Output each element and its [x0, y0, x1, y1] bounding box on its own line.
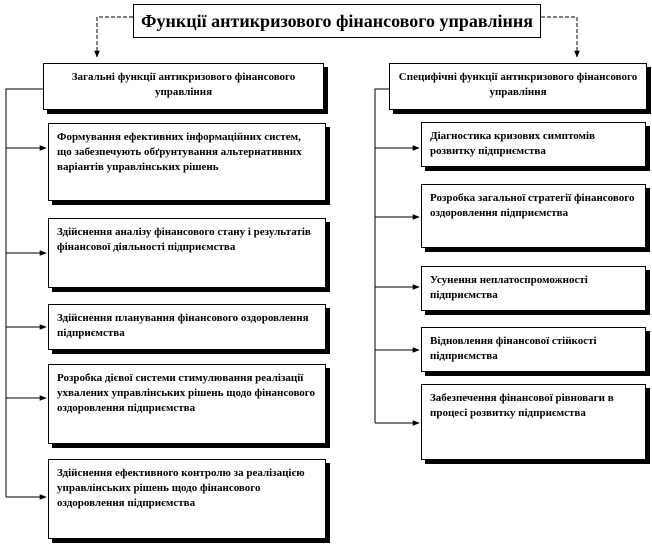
- general-function-item: Розробка дієвої системи стимулювання реалізації ухвалених управлінських рішень щодо фінансового оздоровлення підприємства: [48, 364, 326, 444]
- general-function-item: Здійснення ефективного контролю за реалізацією управлінських рішень щодо фінансового оздоровлення підприємства: [48, 459, 326, 539]
- general-function-item: Здійснення аналізу фінансового стану і результатів фінансової діяльності підприємства: [48, 218, 326, 288]
- specific-functions-header: Специфічні функції антикризового фінансового управління: [389, 63, 647, 110]
- general-functions-header: Загальні функції антикризового фінансового управління: [43, 63, 324, 110]
- general-function-item: Формування ефективних інформаційних систем, що забезпечують обґрунтування альтернативних варіантів управлінських рішень: [48, 123, 326, 201]
- specific-function-item: Розробка загальної стратегії фінансового оздоровлення підприємства: [421, 184, 646, 248]
- specific-function-item: Відновлення фінансової стійкості підприємства: [421, 327, 646, 372]
- specific-function-item: Діагностика кризових симптомів розвитку підприємства: [421, 122, 646, 167]
- specific-function-item: Усунення неплатоспроможності підприємства: [421, 266, 646, 311]
- diagram-title: Функції антикризового фінансового управління: [133, 4, 541, 38]
- general-function-item: Здійснення планування фінансового оздоровлення підприємства: [48, 304, 326, 350]
- specific-function-item: Забезпечення фінансової рівноваги в процесі розвитку підприємства: [421, 384, 646, 460]
